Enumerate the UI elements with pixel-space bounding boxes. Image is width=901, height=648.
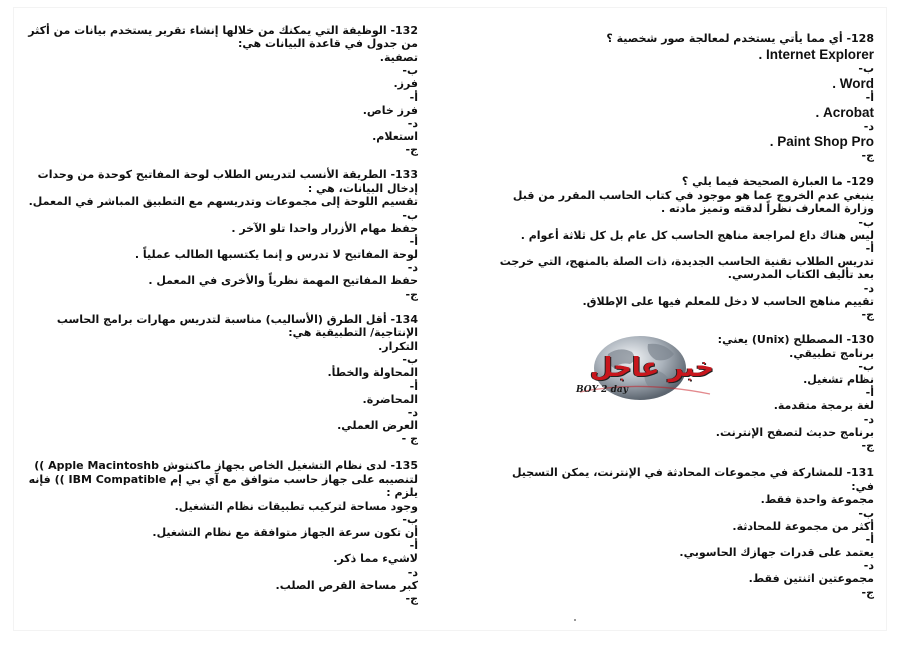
option-letter: د- [863,412,874,426]
question-128-option: Paint Shop Pro . [769,134,874,150]
page-dot [574,619,576,621]
question-135-option: كبر مساحة القرص الصلب. [275,578,418,592]
question-133-option: تقسيم اللوحة إلى مجموعات وتدريسهم مع التطبيق المباشر في المعمل. [28,195,418,209]
option-letter: ب- [402,64,418,78]
option-letter: ج- [405,287,418,301]
question-132-option: فرز. [393,77,418,91]
logo-title: خبر عاجل [589,353,714,383]
question-134 [14,313,418,445]
option-letter: ج - [401,432,418,446]
question-133-title: 133- الطريقة الأنسب لتدريس الطلاب لوحة المفاتيح كوحدة من وحدات إدخال البيانات، هي : [37,168,418,195]
question-132 [14,24,418,156]
question-128-option: Acrobat . [815,105,874,121]
question-133-option: حفظ مهام الأزرار واحدا تلو الآخر . [231,221,418,235]
question-128-option: Word . [832,76,874,92]
question-128-option: Internet Explorer . [758,47,874,63]
question-131-title: 131- للمشاركة في مجموعات المحادثة في الإنترنت، يمكن التسجيل في: [511,466,874,493]
option-letter: ج- [861,439,874,453]
option-letter: د- [407,405,418,419]
option-letter: أ- [865,532,874,546]
option-letter: أ- [865,91,874,105]
question-133 [14,168,418,300]
option-letter: أ- [865,386,874,400]
question-130-option: نظام تشغيل. [803,373,874,387]
option-letter: ب- [858,506,874,520]
question-129-title: 129- ما العبارة الصحيحة فيما يلي ؟ [681,175,874,189]
option-letter: ب- [858,62,874,76]
option-letter: أ- [409,90,418,104]
right-column [492,32,874,599]
question-131-option: مجموعة واحدة فقط. [760,493,874,507]
question-134-title: 134- أقل الطرق (الأساليب) مناسبة لتدريس مهارات برامج الحاسب الإنتاجية/ التطبيقية هي: [56,312,418,340]
question-135-option: وجود مساحة لتركيب تطبيقات نظام التشغيل. [174,499,418,513]
question-129-option: ينبغي عدم الخروج عما هو موجود في كتاب الحاسب المقرر من قبل وزارة المعارف نظراً لدقته وتميز مادته . [512,188,874,216]
question-134-option: التكرار. [378,339,418,353]
question-130-option: لغة برمجة متقدمة. [773,399,874,413]
question-135-option: أن تكون سرعة الجهاز متوافقة مع نظام التشغيل. [152,525,418,539]
option-letter: ب- [402,353,418,367]
option-letter: ج- [405,592,418,606]
option-letter: أ- [409,235,418,249]
option-letter: ب- [402,208,418,222]
question-131-option: مجموعتين اثنتين فقط. [748,572,874,586]
question-132-option: تصفية. [379,50,418,64]
option-letter: ب- [858,215,874,229]
question-131 [492,466,874,598]
option-letter: أ- [865,242,874,256]
option-letter: أ- [409,539,418,553]
question-128 [492,32,874,163]
option-letter: أ- [409,379,418,393]
news-logo [560,334,720,410]
question-133-option: لوحة المفاتيح لا تدرس و إنما يكتسبها الطالب عملياً . [134,248,418,262]
question-130-option: برنامج تطبيقي. [789,346,874,360]
option-letter: ج- [405,143,418,157]
option-letter: د- [863,281,874,295]
option-letter: د- [863,559,874,573]
question-135-title: 135- لدى نظام التشغيل الخاص بجهاز ماكنتوش Apple Macintoshb )) لتنصيبه على جهاز حاسب متوافق مع آي بي إم IBM Compatible )) فإنه يلزم : [28,459,418,500]
question-130-option: برنامج حديث لتصفح الإنترنت. [715,425,874,439]
option-letter: د- [407,565,418,579]
question-132-title: 132- الوظيفة التي يمكنك من خلالها إنشاء تقرير يستخدم بيانات من أكثر من جدول في قاعدة البيانات هي: [28,24,418,51]
left-column [14,24,418,605]
question-129-option: تقييم مناهج الحاسب لا دخل للمعلم فيها على الإطلاق. [582,294,874,308]
option-letter: ج- [861,308,874,322]
option-letter: ج- [861,149,874,163]
question-129 [492,175,874,321]
question-131-option: أكثر من مجموعة للمحادثة. [732,519,874,533]
question-128-title: 128- أي مما يأتي يستخدم لمعالجة صور شخصية ؟ [606,32,874,45]
question-131-option: يعتمد على قدرات جهازك الحاسوبي. [679,545,874,559]
question-129-option: ليس هناك داع لمراجعة مناهج الحاسب كل عام بل كل ثلاثة أعوام . [520,228,874,242]
option-letter: د- [407,117,418,131]
question-129-option: تدريس الطلاب تقنية الحاسب الجديدة، ذات الصلة بالمنهج، التي خرجت بعد تأليف الكتاب المدرسي. [499,255,874,282]
option-letter: ج- [861,585,874,599]
question-132-option: استعلام. [372,130,418,144]
question-134-option: المحاولة والخطأ. [327,366,418,380]
question-135 [14,459,418,605]
option-letter: ب- [402,512,418,526]
question-130-title: 130- المصطلح (Unix) يعني: [717,333,874,347]
option-letter: د- [407,261,418,275]
logo-subtitle: BOY 2 day [576,385,628,395]
question-133-option: حفظ المفاتيح المهمة نظرياً والأخرى في المعمل . [148,274,418,288]
question-134-option: العرض العملي. [337,418,418,432]
question-132-option: فرز خاص. [362,103,418,117]
option-letter: ب- [858,360,874,374]
question-135-option: لاشيء مما ذكر. [333,552,418,566]
question-134-option: المحاضرة. [362,392,418,406]
option-letter: د- [863,120,874,134]
